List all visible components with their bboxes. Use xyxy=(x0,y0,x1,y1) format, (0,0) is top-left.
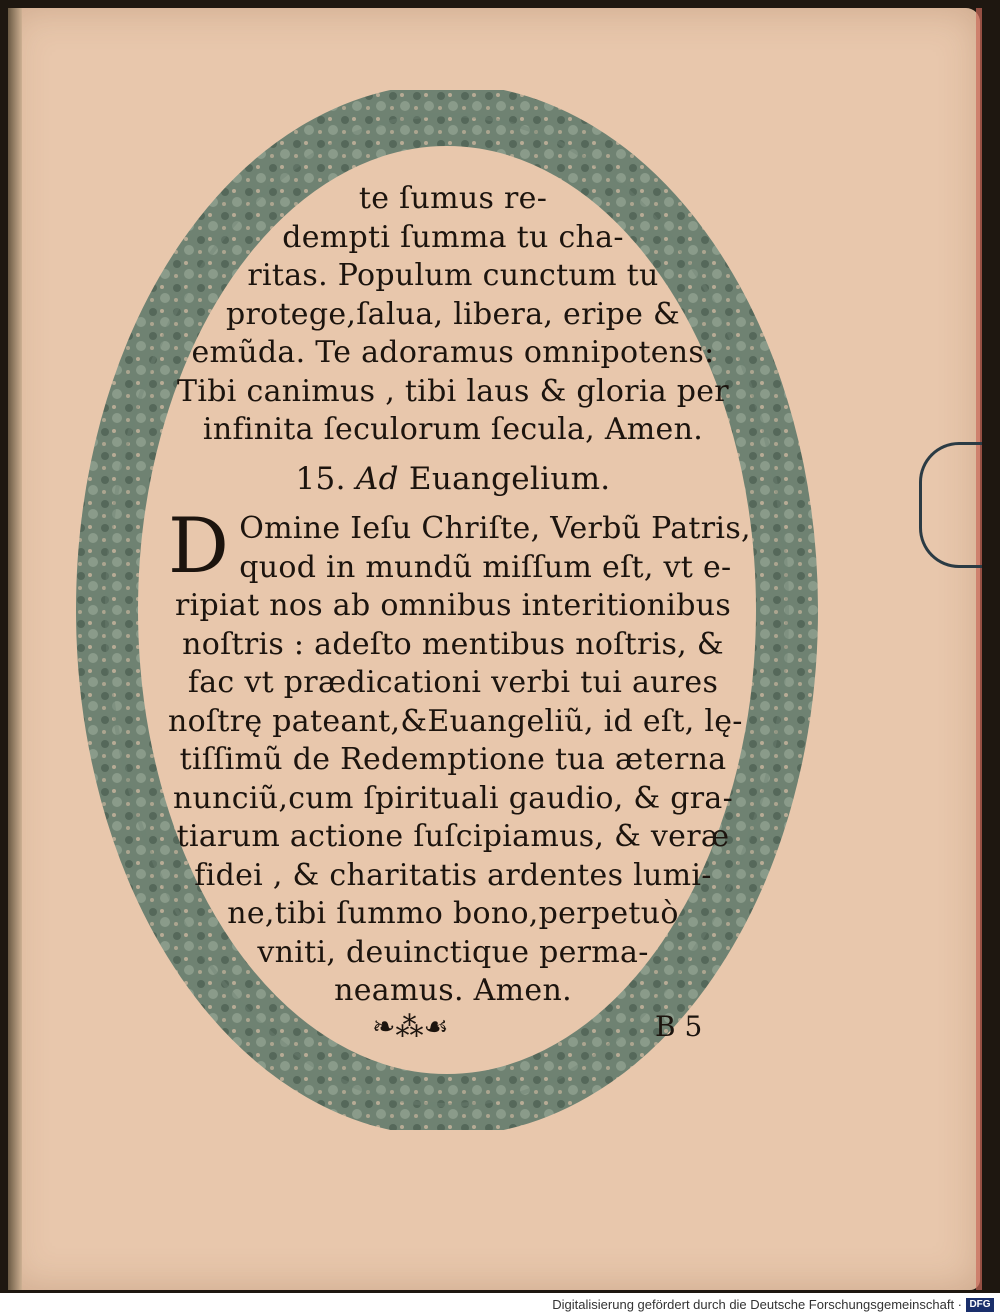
text-line: protege,ſalua, libera, eripe & xyxy=(225,296,681,332)
drop-cap: D xyxy=(168,501,230,590)
text-line: Omine Ieſu Chriſte, Verbũ Patris, xyxy=(239,511,751,546)
page-clip xyxy=(919,442,982,568)
dfg-logo: DFG xyxy=(966,1298,994,1312)
text-line: fac vt prædicationi verbi tui aures xyxy=(187,665,719,700)
text-line: infinita ſeculorum ſecula, Amen. xyxy=(202,412,704,447)
page-red-edge xyxy=(976,8,982,1290)
printer-ornament: ❧⁂☙ xyxy=(372,1010,449,1043)
text-line: ne,tibi ſummo bono,perpetuò xyxy=(227,896,679,931)
text-line: fidei , & charitatis ardentes lumi- xyxy=(194,857,712,893)
text-line: ripiat nos ab omnibus interitionibus xyxy=(174,588,732,623)
text-line: nunciũ,cum ſpirituali gaudio, & gra- xyxy=(172,780,734,816)
text-line: tiſſimũ de Redemptione tua æterna xyxy=(179,742,727,777)
text-line: Tibi canimus , tibi laus & gloria per xyxy=(177,373,729,409)
text-line: noſtrę pateant,&Euangeliũ, id eſt, lę- xyxy=(168,703,743,739)
footer-bar xyxy=(0,1293,1000,1315)
text-line: emũda. Te adoramus omnipotens: xyxy=(191,335,715,370)
section-heading xyxy=(168,460,738,499)
text-line: noſtris : adeſto mentibus noſtris, & xyxy=(182,626,724,662)
prayer-text xyxy=(168,180,751,1011)
heading-italic: Ad xyxy=(355,460,399,497)
text-line: dempti ſumma tu cha- xyxy=(282,219,624,255)
text-line: tiarum actione ſuſcipiamus, & veræ xyxy=(176,819,730,854)
text-line: ritas. Populum cunctum tu xyxy=(247,258,659,293)
text-line: neamus. Amen. xyxy=(334,973,572,1008)
signature-mark: B 5 xyxy=(655,1010,703,1043)
heading-number: 15. xyxy=(295,460,346,497)
page-gutter xyxy=(8,8,22,1290)
text-line: te ſumus re- xyxy=(358,181,548,216)
heading-title: Euangelium. xyxy=(408,460,611,497)
text-line: vniti, deuinctique perma- xyxy=(257,934,649,970)
footer-credit: Digitalisierung gefördert durch die Deutsche Forschungsgemeinschaft · xyxy=(552,1297,962,1312)
text-line: quod in mundũ miſſum eſt, vt e- xyxy=(239,549,732,585)
